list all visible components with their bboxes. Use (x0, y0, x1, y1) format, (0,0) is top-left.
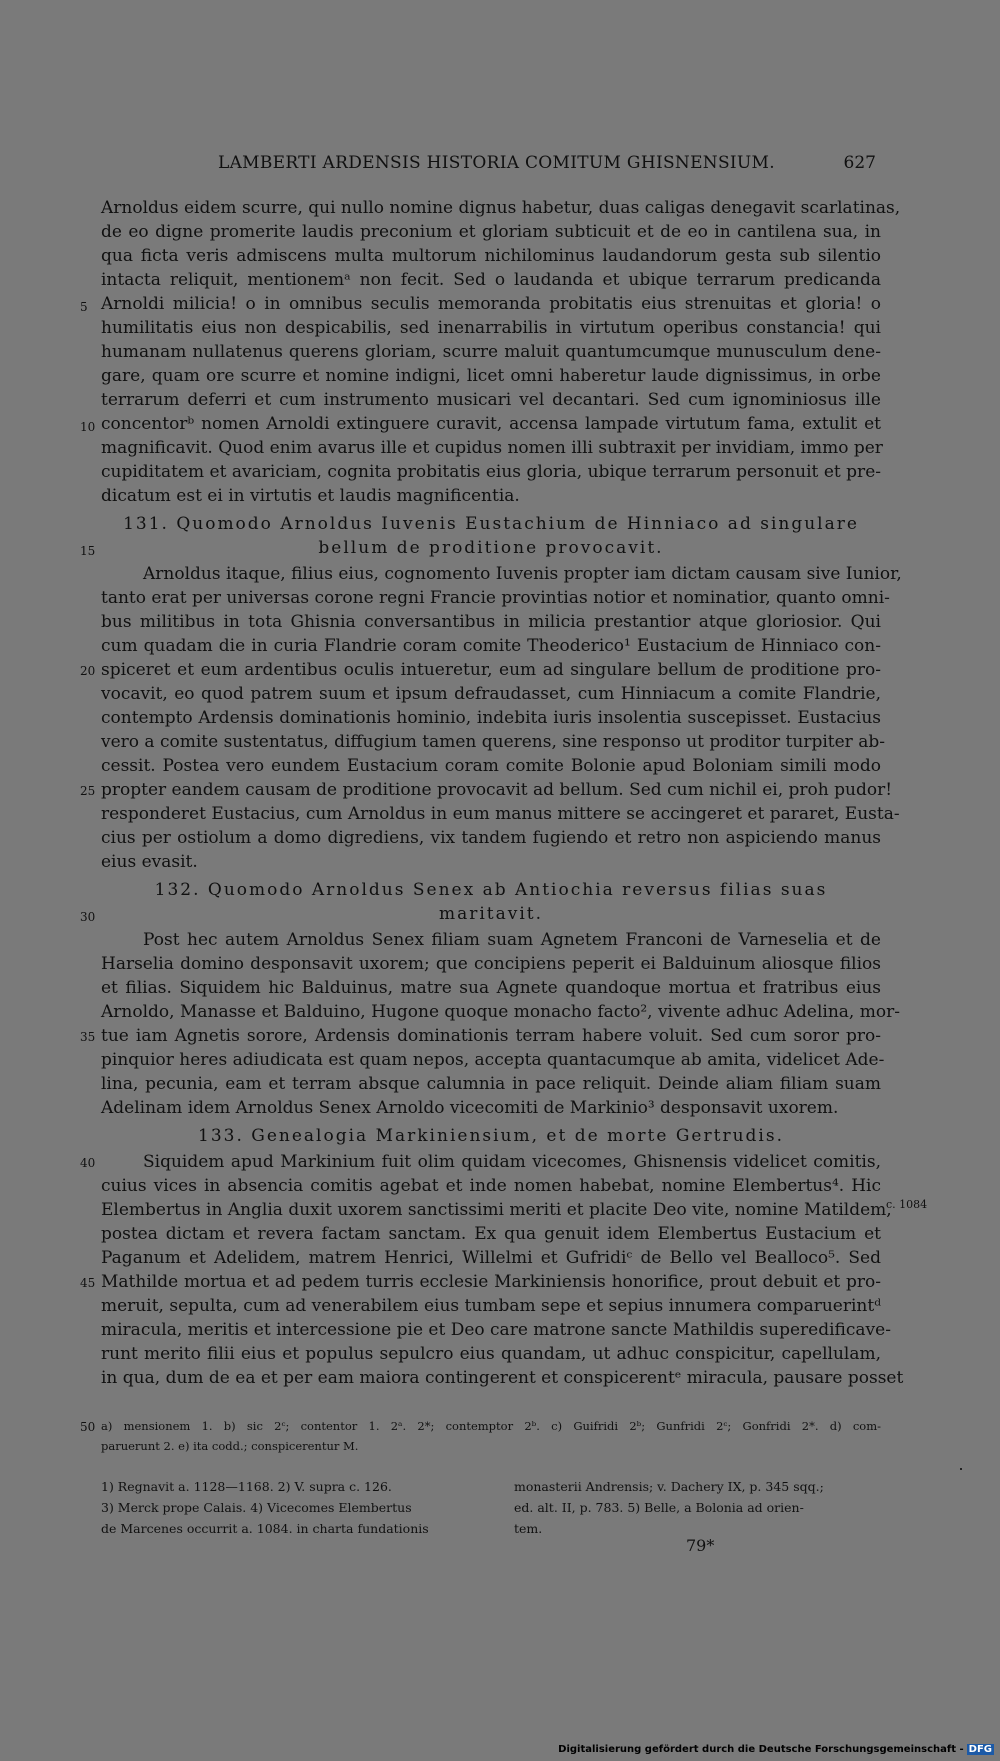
text-line: tue iam Agnetis sorore, Ardensis dominationis terram habere voluit. Sed cum soror pro- (101, 1026, 881, 1046)
text-line: lina, pecunia, eam et terram absque calumnia in pace reliquit. Deinde aliam filiam suam (101, 1074, 881, 1094)
running-title: LAMBERTI ARDENSIS HISTORIA COMITUM GHISNENSIUM. (218, 153, 775, 173)
footnotes-col-2 (514, 1476, 824, 1539)
text-line: gare, quam ore scurre et nomine indigni, licet omni haberetur laude dignissimus, in orbe (101, 366, 881, 386)
text-line: Arnoldus itaque, filius eius, cognomento Iuvenis propter iam dictam causam sive Iunior, (143, 564, 902, 584)
text-line: Paganum et Adelidem, matrem Henrici, Willelmi et Gufridiᶜ de Bello vel Bealloco⁵. Sed (101, 1248, 881, 1268)
text-line: spiceret et eum ardentibus oculis intueretur, eum ad singulare bellum de proditione pro- (101, 660, 881, 680)
text-line: Harselia domino desponsavit uxorem; que concipiens peperit ei Balduinum aliosque filios (101, 954, 881, 974)
text-line: Mathilde mortua et ad pedem turris ecclesie Markiniensis honorifice, prout debuit et pro- (101, 1272, 881, 1292)
text-line: Elembertus in Anglia duxit uxorem sanctissimi meriti et placite Deo vite, nomine Matildem, (101, 1200, 892, 1220)
line-number: 5 (80, 300, 88, 314)
text-line: et filias. Siquidem hic Balduinus, matre sua Agnete quandoque mortua et fratribus eius (101, 978, 881, 998)
text-line: contempto Ardensis dominationis hominio, indebita iuris insolentia suscepisset. Eustacius (101, 708, 881, 728)
line-number: 25 (80, 784, 96, 798)
variant-note: paruerunt 2. e) ita codd.; conspicerentur M. (101, 1439, 359, 1453)
line-number: 10 (80, 420, 96, 434)
variant-note: a) mensionem 1. b) sic 2ᶜ; contentor 1. 2ᵃ. 2*; contemptor 2ᵇ. c) Guifridi 2ᵇ; Gunfridi 2ᶜ; Gonfridi 2*. d) com- (101, 1419, 881, 1433)
text-line: magnificavit. Quod enim avarus ille et cupidus nomen illi subtraxit per invidiam, immo per (101, 438, 883, 458)
chapter-heading: maritavit. (438, 904, 544, 924)
dfg-logo: DFG (968, 1744, 992, 1755)
scan-speck (960, 1468, 962, 1470)
text-line: concentorᵇ nomen Arnoldi extinguere curavit, accensa lampade virtutum fama, extulit et (101, 414, 881, 434)
text-line: dicatum est ei in virtutis et laudis magnificentia. (101, 486, 520, 506)
text-line: runt merito filii eius et populus sepulcro eius quandam, ut adhuc conspicitur, capellulam, (101, 1344, 881, 1364)
text-line: propter eandem causam de proditione provocavit ad bellum. Sed cum nichil ei, proh pudor! (101, 780, 893, 800)
text-line: cum quadam die in curia Flandrie coram comite Theoderico¹ Eustacium de Hinniaco con- (101, 636, 881, 656)
text-line: responderet Eustacius, cum Arnoldus in eum manus mittere se accingeret et pararet, Eusta- (101, 804, 900, 824)
dfg-notice-text: Digitalisierung gefördert durch die Deutsche Forschungsgemeinschaft - (558, 1744, 964, 1755)
footnote-line: 3) Merck prope Calais. 4) Vicecomes Elembertus (101, 1500, 412, 1515)
text-line: de eo digne promerite laudis preconium et gloriam subticuit et de eo in cantilena sua, in (101, 222, 881, 242)
text-line: meruit, sepulta, cum ad venerabilem eius tumbam sepe et sepius innumera comparuerintᵈ (101, 1296, 881, 1316)
footnote-line: ed. alt. II, p. 783. 5) Belle, a Bolonia ad orien- (514, 1500, 804, 1515)
text-line: terrarum deferri et cum instrumento musicari vel decantari. Sed cum ignominiosus ille (101, 390, 881, 410)
text-line: Arnoldo, Manasse et Balduino, Hugone quoque monacho facto², vivente adhuc Adelina, mor- (101, 1002, 900, 1022)
text-line: eius evasit. (101, 852, 198, 872)
dfg-notice (558, 1744, 994, 1755)
text-line: cuius vices in absencia comitis agebat et inde nomen habebat, nomine Elembertus⁴. Hic (101, 1176, 881, 1196)
line-number: 50 (80, 1420, 96, 1434)
text-line: Adelinam idem Arnoldus Senex Arnoldo vicecomiti de Markinio³ desponsavit uxorem. (101, 1098, 839, 1118)
line-number: 20 (80, 664, 96, 678)
chapter-heading: 132. Quomodo Arnoldus Senex ab Antiochia reversus filias suas (154, 880, 828, 900)
footnote-line: tem. (514, 1521, 543, 1536)
chapter-heading: 133. Genealogia Markiniensium, et de morte Gertrudis. (198, 1126, 784, 1146)
text-line: pinquior heres adiudicata est quam nepos, accepta quantacumque ab amita, videlicet Ade- (101, 1050, 885, 1070)
text-line: Arnoldus eidem scurre, qui nullo nomine dignus habetur, duas caligas denegavit scarlatinas, (101, 198, 901, 218)
text-line: vocavit, eo quod patrem suum et ipsum defraudasset, cum Hinniacum a comite Flandrie, (101, 684, 881, 704)
line-number: 40 (80, 1156, 96, 1170)
text-line: tanto erat per universas corone regni Francie provintias notior et nominatior, quanto omni- (101, 588, 890, 608)
line-number: 15 (80, 544, 96, 558)
footnote-line: 1) Regnavit a. 1128—1168. 2) V. supra c. 126. (101, 1479, 392, 1494)
text-line: cius per ostiolum a domo digrediens, vix tandem fugiendo et retro non aspiciendo manus (101, 828, 881, 848)
page-number: 627 (843, 153, 876, 173)
text-line: intacta reliquit, mentionemᵃ non fecit. Sed o laudanda et ubique terrarum predicanda (101, 270, 881, 290)
text-line: cessit. Postea vero eundem Eustacium coram comite Bolonie apud Boloniam simili modo (101, 756, 881, 776)
text-line: Post hec autem Arnoldus Senex filiam suam Agnetem Franconi de Varneselia et de (143, 930, 881, 950)
running-header (100, 153, 880, 177)
footer-page-number: 79* (686, 1536, 715, 1555)
text-line: postea dictam et revera factam sanctam. Ex qua genuit idem Elembertus Eustacium et (101, 1224, 881, 1244)
footnote-line: de Marcenes occurrit a. 1084. in charta fundationis (101, 1521, 429, 1536)
text-line: Siquidem apud Markinium fuit olim quidam vicecomes, Ghisnensis videlicet comitis, (143, 1152, 881, 1172)
text-line: humanam nullatenus querens gloriam, scurre maluit quantumcumque munusculum dene- (101, 342, 881, 362)
text-line: bus militibus in tota Ghisnia conversantibus in milicia prestantior atque gloriosior. Qui (101, 612, 881, 632)
chapter-heading: bellum de proditione provocavit. (318, 538, 664, 558)
text-line: vero a comite sustentatus, diffugium tamen querens, sine responso ut proditor turpiter ab- (101, 732, 885, 752)
footnote-line: monasterii Andrensis; v. Dachery IX, p. 345 sqq.; (514, 1479, 824, 1494)
text-line: in qua, dum de ea et per eam maiora contingerent et conspicerentᵉ miracula, pausare posset (101, 1368, 904, 1388)
line-number: 35 (80, 1030, 96, 1044)
text-line: humilitatis eius non despicabilis, sed inenarrabilis in virtutum operibus constancia! qui (101, 318, 881, 338)
footnotes-col-1 (101, 1476, 429, 1539)
text-line: Arnoldi milicia! o in omnibus seculis memoranda probitatis eius strenuitas et gloria! o (101, 294, 881, 314)
line-number: 45 (80, 1276, 96, 1290)
line-number: 30 (80, 910, 96, 924)
chapter-heading: 131. Quomodo Arnoldus Iuvenis Eustachium de Hinniaco ad singulare (123, 514, 859, 534)
text-line: qua ficta veris admiscens multa multorum nichilominus laudandorum gesta sub silentio (101, 246, 881, 266)
margin-date-note: c. 1084 (886, 1198, 928, 1211)
text-line: cupiditatem et avariciam, cognita probitatis eius gloria, ubique terrarum personuit et pre- (101, 462, 881, 482)
text-line: miracula, meritis et intercessione pie et Deo care matrone sancte Mathildis superedificave- (101, 1320, 891, 1340)
